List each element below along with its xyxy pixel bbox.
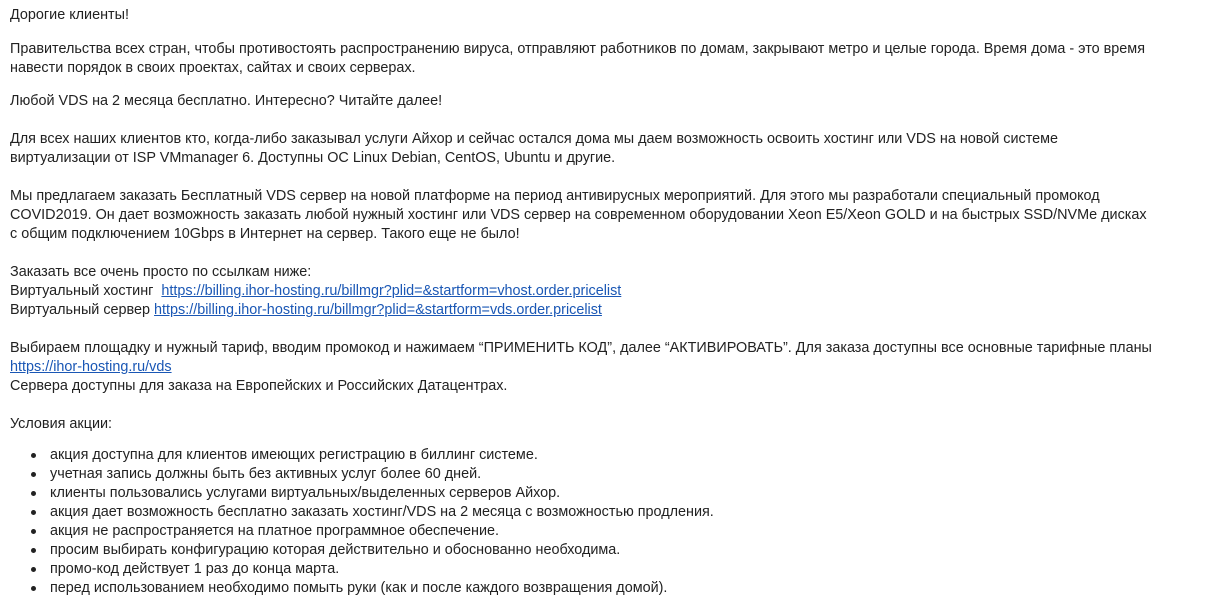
intro-line: навести порядок в своих проектах, сайтах и своих серверах.	[10, 60, 416, 76]
list-item-text: акция доступна для клиентов имеющих регистрацию в биллинг системе.	[50, 447, 538, 463]
list-item-text: клиенты пользовались услугами виртуальных/выделенных серверов Айхор.	[50, 485, 561, 501]
intro-line: Правительства всех стран, чтобы противостоять распространению вируса, отправляют работников по домам, закрывают метро и целые города. Время дома - это время	[10, 41, 1145, 57]
teaser-paragraph: Любой VDS на 2 месяца бесплатно. Интересно? Читайте далее!	[10, 93, 443, 109]
promo-paragraph	[10, 187, 1202, 244]
list-item	[50, 503, 1202, 522]
list-item-text: акция не распространяется на платное программное обеспечение.	[50, 523, 500, 539]
list-item-text: перед использованием необходимо помыть руки (как и после каждого возвращения домой).	[50, 580, 668, 596]
offer-line: Для всех наших клиентов кто, когда-либо заказывал услуги Айхор и сейчас остался дома мы даем возможность освоить хостинг или VDS на новой системе	[10, 131, 1059, 147]
list-item-text: просим выбирать конфигурацию которая действительно и обоснованно необходима.	[50, 542, 621, 558]
bullet-icon	[31, 453, 36, 458]
conditions-heading: Условия акции:	[10, 416, 113, 432]
conditions-list	[10, 446, 1202, 598]
list-item-text: промо-код действует 1 раз до конца марта.	[50, 561, 340, 577]
list-item	[50, 560, 1202, 579]
list-item	[50, 541, 1202, 560]
promo-line: с общим подключением 10Gbps в Интернет на сервер. Такого еще не было!	[10, 226, 520, 242]
list-item	[50, 522, 1202, 541]
list-item-text: учетная запись должны быть без активных услуг более 60 дней.	[50, 466, 482, 482]
list-item-text: акция дает возможность бесплатно заказать хостинг/VDS на 2 месяца с возможностью продления.	[50, 504, 714, 520]
bullet-icon	[31, 472, 36, 477]
hosting-order-link[interactable]: https://billing.ihor-hosting.ru/billmgr?plid=&startform=vhost.order.pricelist	[161, 283, 622, 299]
email-body	[10, 6, 1202, 598]
instructions-paragraph	[10, 339, 1202, 396]
bullet-icon	[31, 548, 36, 553]
bullet-icon	[31, 567, 36, 572]
offer-line: виртуализации от ISP VMmanager 6. Доступны ОС Linux Debian, CentOS, Ubuntu и другие.	[10, 150, 616, 166]
server-order-link[interactable]: https://billing.ihor-hosting.ru/billmgr?plid=&startform=vds.order.pricelist	[154, 302, 602, 318]
promo-line: Мы предлагаем заказать Бесплатный VDS сервер на новой платформе на период антивирусных мероприятий. Для этого мы разработали специальный промокод	[10, 188, 1100, 204]
greeting: Дорогие клиенты!	[10, 7, 129, 23]
list-item	[50, 446, 1202, 465]
list-item	[50, 484, 1202, 503]
hosting-label: Виртуальный хостинг	[10, 283, 154, 299]
server-label: Виртуальный сервер	[10, 302, 151, 318]
promo-line: COVID2019. Он дает возможность заказать любой нужный хостинг или VDS сервер на современном оборудовании Xeon E5/Xeon GOLD и на быстрых SSD/NVMe дисках	[10, 207, 1147, 223]
vds-plans-link[interactable]: https://ihor-hosting.ru/vds	[10, 359, 172, 375]
order-paragraph	[10, 263, 1202, 320]
offer-paragraph	[10, 130, 1202, 168]
instructions-line: Сервера доступны для заказа на Европейских и Российских Датацентрах.	[10, 378, 508, 394]
bullet-icon	[31, 491, 36, 496]
list-item	[50, 465, 1202, 484]
intro-paragraph	[10, 40, 1202, 78]
bullet-icon	[31, 586, 36, 591]
bullet-icon	[31, 529, 36, 534]
list-item	[50, 579, 1202, 598]
order-heading: Заказать все очень просто по ссылкам ниже:	[10, 264, 312, 280]
instructions-line: Выбираем площадку и нужный тариф, вводим промокод и нажимаем “ПРИМЕНИТЬ КОД”, далее “АКТИВИРОВАТЬ”. Для заказа доступны все основные тарифные планы	[10, 340, 1152, 356]
bullet-icon	[31, 510, 36, 515]
